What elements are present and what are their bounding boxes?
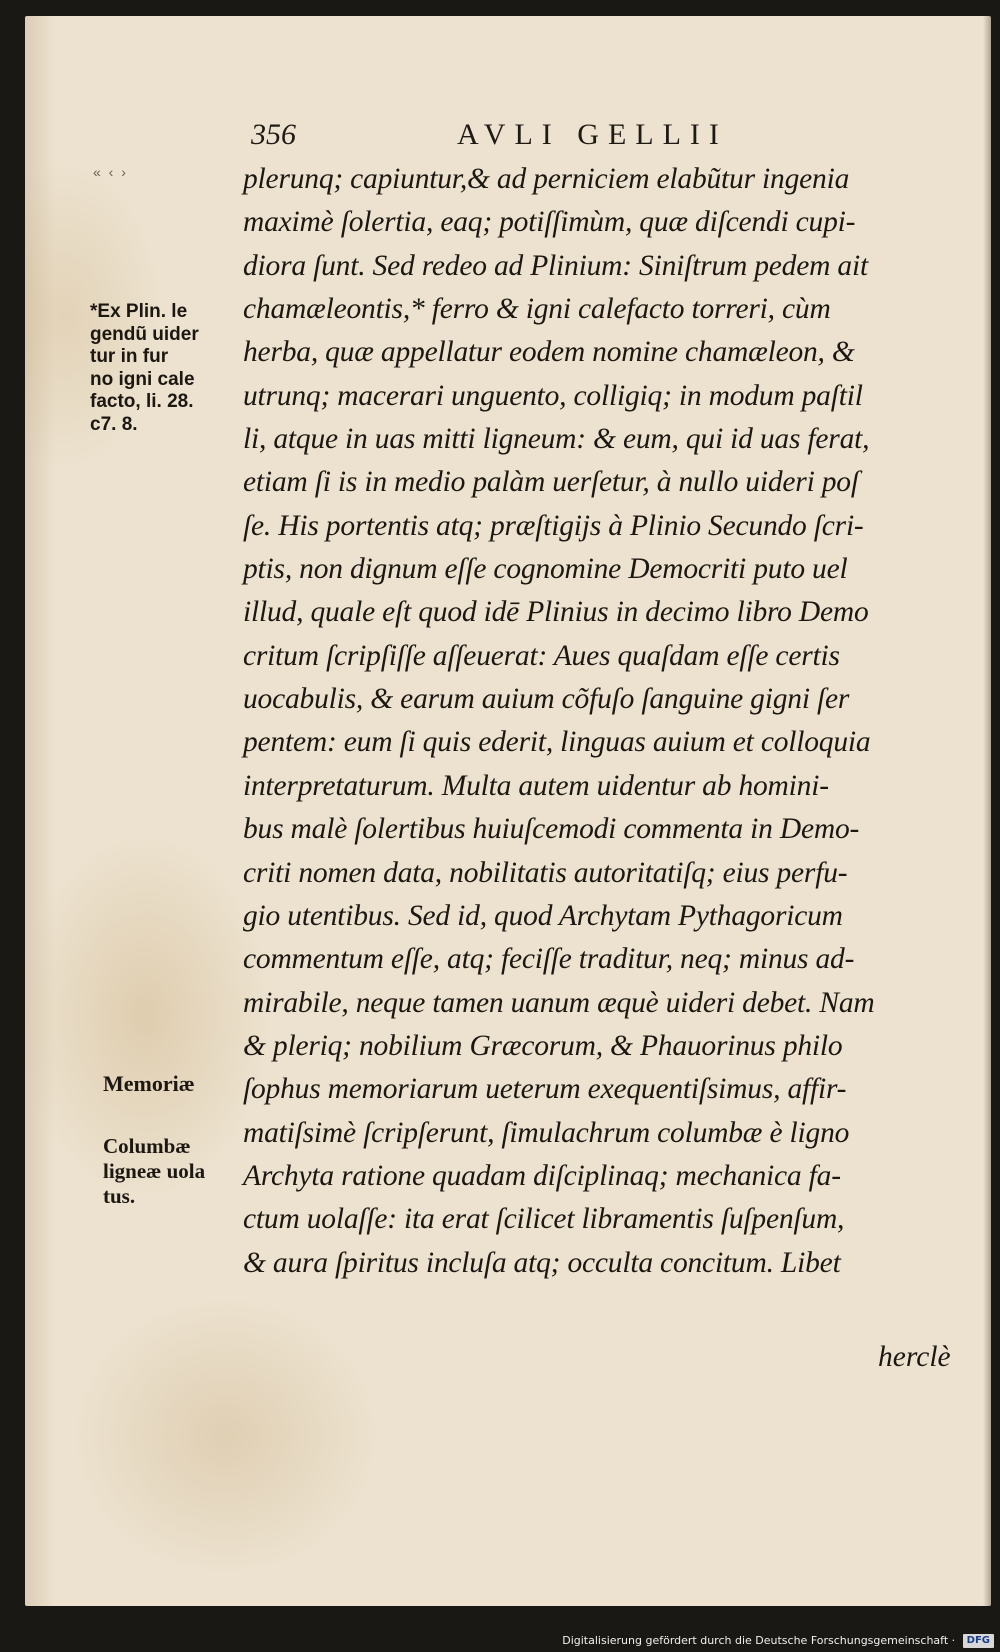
text-line: diora ſunt. Sed redeo ad Plinium: Siniſtrum pedem ait (243, 249, 868, 282)
main-text-block (243, 158, 943, 1285)
text-line: maximè ſolertia, eaq; potiſſimùm, quæ diſcendi cupi- (243, 206, 856, 239)
margin-note-line: Columbæ (103, 1134, 191, 1158)
margin-note-line: ligneæ uola (103, 1159, 206, 1183)
text-line: uocabulis, & earum auium cõfuſo ſanguine gigni ſer (243, 683, 850, 716)
margin-ref-marks: « ‹ › (93, 164, 128, 180)
text-line: & aura ſpiritus incluſa atq; occulta concitum. Libet (243, 1246, 841, 1279)
text-line: gio utentibus. Sed id, quod Archytam Pythagoricum (243, 899, 843, 932)
margin-note-line: c7. 8. (90, 413, 138, 435)
margin-note-columbae (103, 1134, 253, 1209)
text-line: ctum uolaſſe: ita erat ſcilicet libramentis ſuſpenſum, (243, 1203, 845, 1236)
text-line: etiam ſi is in medio palàm uerſetur, à nullo uideri poſ (243, 466, 859, 499)
text-line: pentem: eum ſi quis ederit, linguas auium et colloquia (243, 726, 871, 759)
text-line: ſe. His portentis atq; præſtigijs à Plinio Secundo ſcri- (243, 509, 864, 542)
text-line: interpretaturum. Multa autem uidentur ab homini- (243, 769, 829, 802)
text-line: illud, quale eſt quod idē Plinius in decimo libro Demo (243, 596, 869, 629)
margin-note-plinius (90, 301, 250, 436)
page-fold-shadow (983, 16, 991, 1606)
running-title: AVLI GELLII (457, 118, 728, 151)
book-page (25, 16, 991, 1606)
margin-note-line: *Ex Plin. le (90, 301, 188, 322)
text-line: Archyta ratione quadam diſciplinaq; mechanica fa- (243, 1159, 841, 1192)
text-line: utrunq; macerari unguento, colligiq; in modum paſtil (243, 379, 863, 412)
text-line: bus malè ſolertibus huiuſcemodi commenta in Demo- (243, 813, 860, 846)
running-head (25, 118, 991, 158)
credit-text: Digitalisierung gefördert durch die Deutsche Forschungsgemeinschaft · (562, 1634, 956, 1647)
text-line: criti nomen data, nobilitatis autoritatiſq; eius perfu- (243, 856, 848, 889)
margin-note-line: tur in fur (90, 346, 169, 367)
dfg-logo: DFG (963, 1634, 994, 1648)
digitization-credit (556, 1630, 1000, 1652)
text-line: herba, quæ appellatur eodem nomine chamæleon, & (243, 336, 855, 369)
text-line: & pleriq; nobilium Græcorum, & Phauorinus philo (243, 1029, 843, 1062)
text-line: ptis, non dignum eſſe cognomine Democriti puto uel (243, 553, 848, 586)
text-line: ſophus memoriarum ueterum exequentiſsimus, affir- (243, 1073, 847, 1106)
page-number: 356 (251, 118, 296, 151)
text-line: plerunq; capiuntur,& ad perniciem elabũtur ingenia (243, 163, 850, 195)
margin-note-line: tus. (103, 1184, 136, 1208)
margin-note-line: no igni cale (90, 368, 195, 390)
margin-note-memoriae: Memoriæ (103, 1071, 195, 1096)
text-line: li, atque in uas mitti ligneum: & eum, qui id uas ferat, (243, 423, 870, 456)
text-line: matiſsimè ſcripſerunt, ſimulachrum columbæ è ligno (243, 1116, 850, 1149)
catchword: herclè (878, 1341, 951, 1373)
text-line: commentum eſſe, atq; feciſſe traditur, neq; minus ad- (243, 943, 855, 976)
margin-note-line: facto, li. 28. (90, 391, 194, 412)
text-line: critum ſcripſiſſe aſſeuerat: Aues quaſdam eſſe certis (243, 639, 840, 672)
text-line: chamæleontis,* ferro & igni calefacto torreri, cùm (243, 293, 831, 326)
margin-note-line: gendũ uider (90, 323, 199, 345)
text-line: mirabile, neque tamen uanum æquè uideri debet. Nam (243, 986, 875, 1019)
